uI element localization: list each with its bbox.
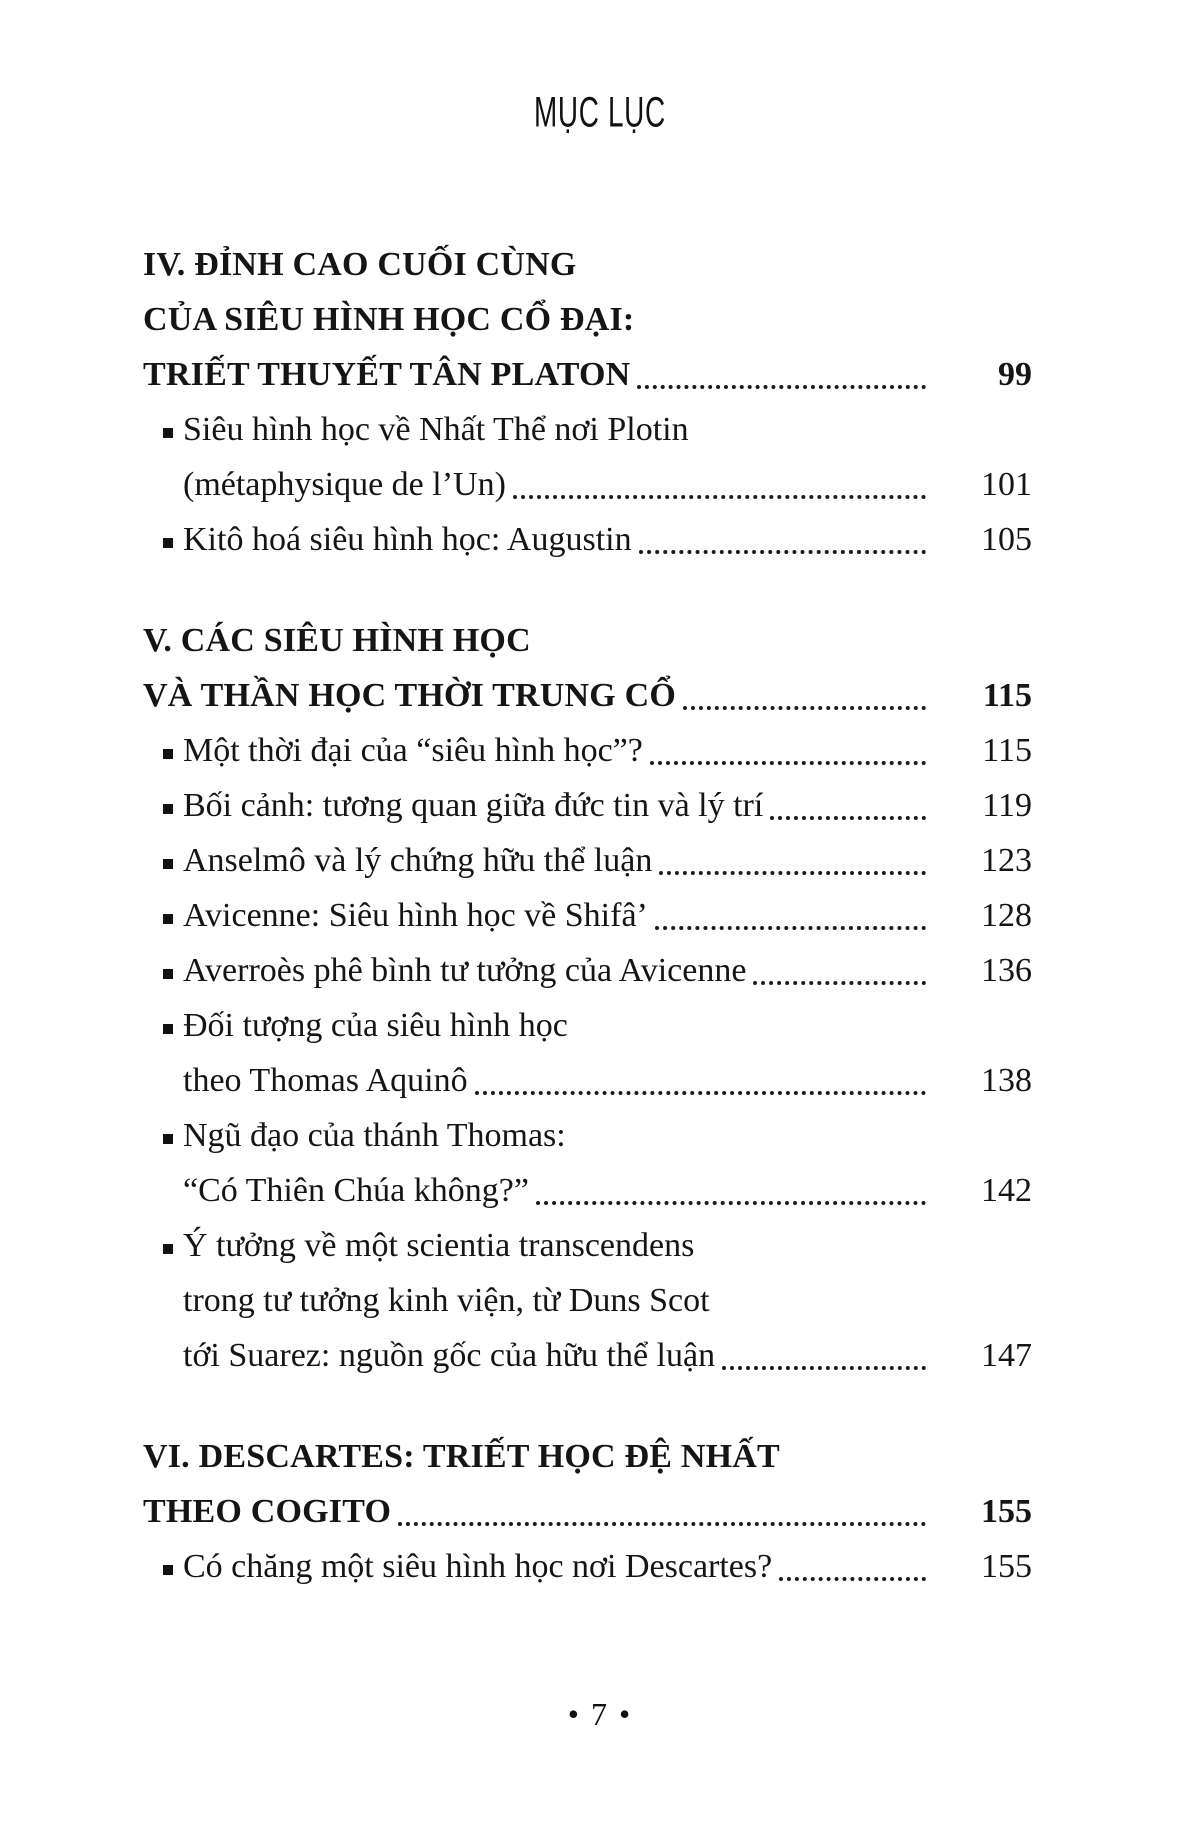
toc-row — [143, 888, 1032, 943]
toc-entry-text: THEO COGITO — [143, 1493, 392, 1530]
toc-page-number: 155 — [981, 1493, 1032, 1530]
toc-row — [143, 1163, 1032, 1218]
toc-row — [143, 1429, 1032, 1484]
toc-row — [143, 1328, 1032, 1383]
toc-row — [143, 778, 1032, 833]
toc-row — [143, 998, 1032, 1053]
toc-page-number: 115 — [982, 677, 1032, 714]
dot-leader — [659, 871, 926, 875]
toc-page-number: 128 — [981, 897, 1032, 934]
toc-row — [143, 512, 1032, 567]
toc-row — [143, 1484, 1032, 1539]
toc-page-number: 105 — [981, 521, 1032, 558]
toc-entry-text: CỦA SIÊU HÌNH HỌC CỔ ĐẠI: — [143, 301, 635, 338]
page-title: MỤC LỤC — [534, 87, 666, 137]
square-bullet-icon — [163, 804, 173, 814]
toc-entry-text: VI. DESCARTES: TRIẾT HỌC ĐỆ NHẤT — [143, 1438, 780, 1475]
toc-row — [143, 457, 1032, 512]
running-head — [0, 87, 1200, 137]
square-bullet-icon — [163, 1244, 173, 1254]
dot-leader — [637, 385, 926, 389]
toc-entry-text: VÀ THẦN HỌC THỜI TRUNG CỔ — [143, 677, 677, 714]
toc-row — [143, 1273, 1032, 1328]
toc-entry-text: Ý tưởng về một scientia transcendens — [183, 1227, 695, 1264]
toc-entry-text: “Có Thiên Chúa không?” — [183, 1172, 529, 1209]
square-bullet-icon — [163, 1565, 173, 1575]
toc-row — [143, 1053, 1032, 1108]
toc-page-number: 147 — [981, 1337, 1032, 1374]
toc-page-number: 155 — [981, 1548, 1032, 1585]
toc-page-number: 138 — [981, 1062, 1032, 1099]
toc-page-number: 99 — [998, 356, 1032, 393]
toc-entry-text: Siêu hình học về Nhất Thể nơi Plotin — [183, 411, 689, 448]
toc-entry-text: Ngũ đạo của thánh Thomas: — [183, 1117, 566, 1154]
dot-leader — [722, 1366, 926, 1370]
toc-entry-text: theo Thomas Aquinô — [183, 1062, 468, 1099]
toc-entry-text: Bối cảnh: tương quan giữa đức tin và lý trí — [183, 787, 764, 824]
toc-entry-text: TRIẾT THUYẾT TÂN PLATON — [143, 356, 631, 393]
square-bullet-icon — [163, 1134, 173, 1144]
toc-row — [143, 1218, 1032, 1273]
toc-row — [143, 943, 1032, 998]
dot-leader — [779, 1577, 926, 1581]
toc-row — [143, 347, 1032, 402]
toc-page-number: 123 — [981, 842, 1032, 879]
dot-leader — [513, 495, 926, 499]
square-bullet-icon — [163, 749, 173, 759]
toc-row — [143, 723, 1032, 778]
toc-entry-text: Kitô hoá siêu hình học: Augustin — [183, 521, 632, 558]
dot-leader — [650, 761, 926, 765]
toc-entry-text: Anselmô và lý chứng hữu thể luận — [183, 842, 653, 879]
toc-page-number: 142 — [981, 1172, 1032, 1209]
toc-entry-text: Có chăng một siêu hình học nơi Descartes? — [183, 1548, 773, 1585]
page-number-footer: • 7 • — [567, 1696, 633, 1732]
toc-row — [143, 833, 1032, 888]
dot-leader — [475, 1091, 926, 1095]
toc-row — [143, 1539, 1032, 1594]
square-bullet-icon — [163, 914, 173, 924]
table-of-contents — [143, 237, 1032, 1594]
toc-row — [143, 668, 1032, 723]
toc-row — [143, 402, 1032, 457]
square-bullet-icon — [163, 1024, 173, 1034]
toc-row — [143, 1108, 1032, 1163]
toc-entry-text: IV. ĐỈNH CAO CUỐI CÙNG — [143, 246, 577, 283]
toc-entry-text: Averroès phê bình tư tưởng của Avicenne — [183, 952, 747, 989]
toc-entry-text: Avicenne: Siêu hình học về Shifâ’ — [183, 897, 648, 934]
dot-leader — [683, 706, 926, 710]
toc-page-number: 115 — [982, 732, 1032, 769]
toc-entry-text: Một thời đại của “siêu hình học”? — [183, 732, 643, 769]
toc-entry-text: tới Suarez: nguồn gốc của hữu thể luận — [183, 1337, 716, 1374]
toc-entry-text: V. CÁC SIÊU HÌNH HỌC — [143, 622, 531, 659]
square-bullet-icon — [163, 538, 173, 548]
toc-row — [143, 613, 1032, 668]
toc-row — [143, 292, 1032, 347]
toc-entry-text: (métaphysique de l’Un) — [183, 466, 506, 503]
toc-page-number: 136 — [981, 952, 1032, 989]
dot-leader — [536, 1201, 926, 1205]
toc-entry-text: Đối tượng của siêu hình học — [183, 1007, 568, 1044]
dot-leader — [655, 926, 926, 930]
toc-page-number: 119 — [982, 787, 1032, 824]
toc-entry-text: trong tư tưởng kinh viện, từ Duns Scot — [183, 1282, 710, 1319]
toc-row — [143, 237, 1032, 292]
square-bullet-icon — [163, 428, 173, 438]
square-bullet-icon — [163, 969, 173, 979]
dot-leader — [398, 1522, 926, 1526]
square-bullet-icon — [163, 859, 173, 869]
toc-page-number: 101 — [981, 466, 1032, 503]
dot-leader — [753, 981, 926, 985]
dot-leader — [770, 816, 926, 820]
dot-leader — [639, 550, 926, 554]
